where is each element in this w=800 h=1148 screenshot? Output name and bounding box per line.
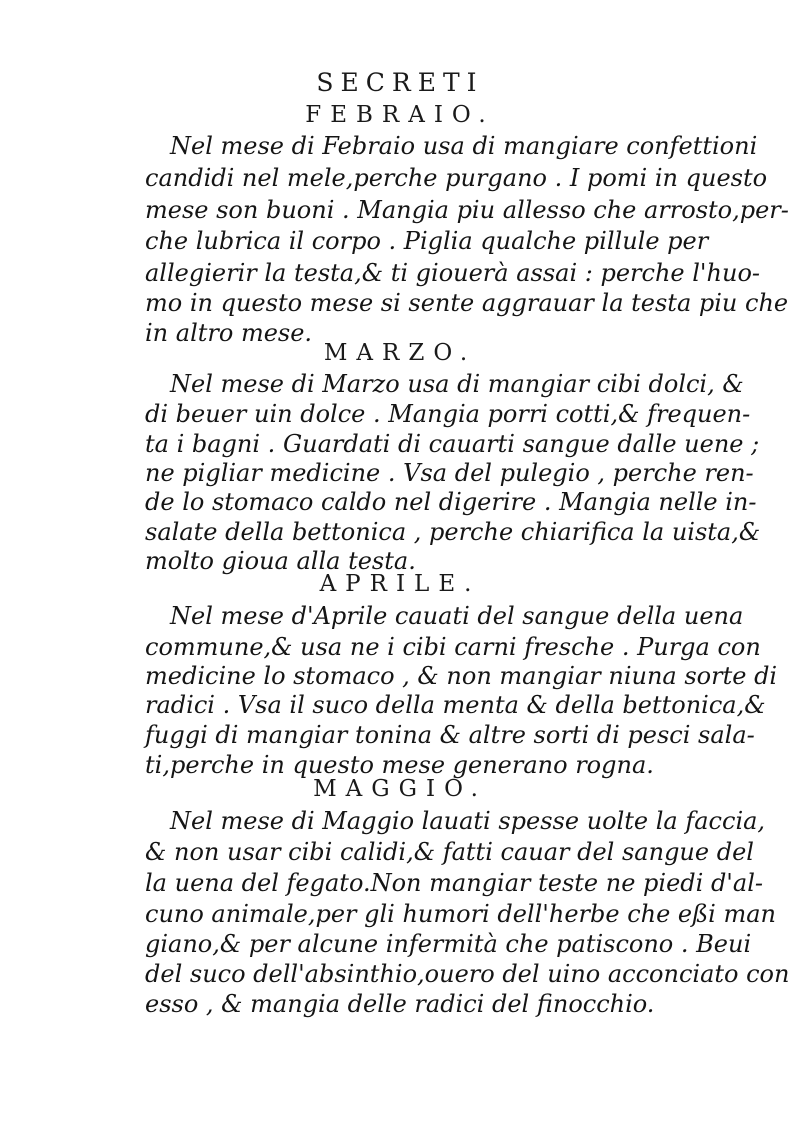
section-heading-marzo: MARZO. xyxy=(323,340,477,366)
text-line: medicine lo stomaco , & non mangiar niuna sorte di xyxy=(145,662,778,690)
text-line: ne pigliar medicine . Vsa del pulegio , perche ren- xyxy=(145,459,754,487)
section-heading-febraio: FEBRAIO. xyxy=(305,102,495,128)
text-line: in altro mese. xyxy=(145,319,313,347)
text-line: che lubrica il corpo . Piglia qualche pillule per xyxy=(145,227,709,255)
text-line: mo in questo mese si sente aggrauar la testa piu che xyxy=(145,289,789,317)
text-line: commune,& usa ne i cibi carni fresche . Purga con xyxy=(145,633,761,661)
text-line: allegierir la testa,& ti giouerà assai : perche l'huo- xyxy=(145,259,760,287)
text-line: radici . Vsa il suco della menta & della bettonica,& xyxy=(145,691,766,719)
text-line: & non usar cibi calidi,& fatti cauar del sangue del xyxy=(145,838,754,866)
text-line: esso , & mangia delle radici del finocchio. xyxy=(145,990,655,1018)
text-line: Nel mese d'Aprile cauati del sangue della uena xyxy=(170,602,744,630)
text-line: Nel mese di Marzo usa di mangiar cibi dolci, & xyxy=(170,370,744,398)
text-line: Nel mese di Febraio usa di mangiare confettioni xyxy=(170,132,758,160)
section-heading-maggio: MAGGIO. xyxy=(313,776,487,802)
text-line: fuggi di mangiar tonina & altre sorti di pesci sala- xyxy=(145,721,755,749)
running-head: SECRETI xyxy=(316,68,484,97)
text-line: ti,perche in questo mese generano rogna. xyxy=(145,751,654,779)
text-line: mese son buoni . Mangia piu allesso che arrosto,per- xyxy=(145,196,789,224)
text-line: la uena del fegato.Non mangiar teste ne piedi d'al- xyxy=(145,869,763,897)
text-line: giano,& per alcune infermità che patiscono . Beui xyxy=(145,930,752,958)
text-line: candidi nel mele,perche purgano . I pomi in questo xyxy=(145,164,768,192)
text-line: de lo stomaco caldo nel digerire . Mangia nelle in- xyxy=(145,488,757,516)
text-line: ta i bagni . Guardati di cauarti sangue dalle uene ; xyxy=(145,430,760,458)
text-line: cuno animale,per gli humori dell'herbe che eßi man xyxy=(145,900,776,928)
text-line: salate della bettonica , perche chiarifica la uista,& xyxy=(145,518,761,546)
text-line: di beuer uin dolce . Mangia porri cotti,& frequen- xyxy=(145,400,751,428)
section-heading-aprile: APRILE. xyxy=(319,571,481,597)
text-line: molto gioua alla testa. xyxy=(145,547,416,575)
text-line: del suco dell'absinthio,ouero del uino acconciato con xyxy=(145,960,790,988)
text-line: Nel mese di Maggio lauati spesse uolte la faccia, xyxy=(170,807,766,835)
